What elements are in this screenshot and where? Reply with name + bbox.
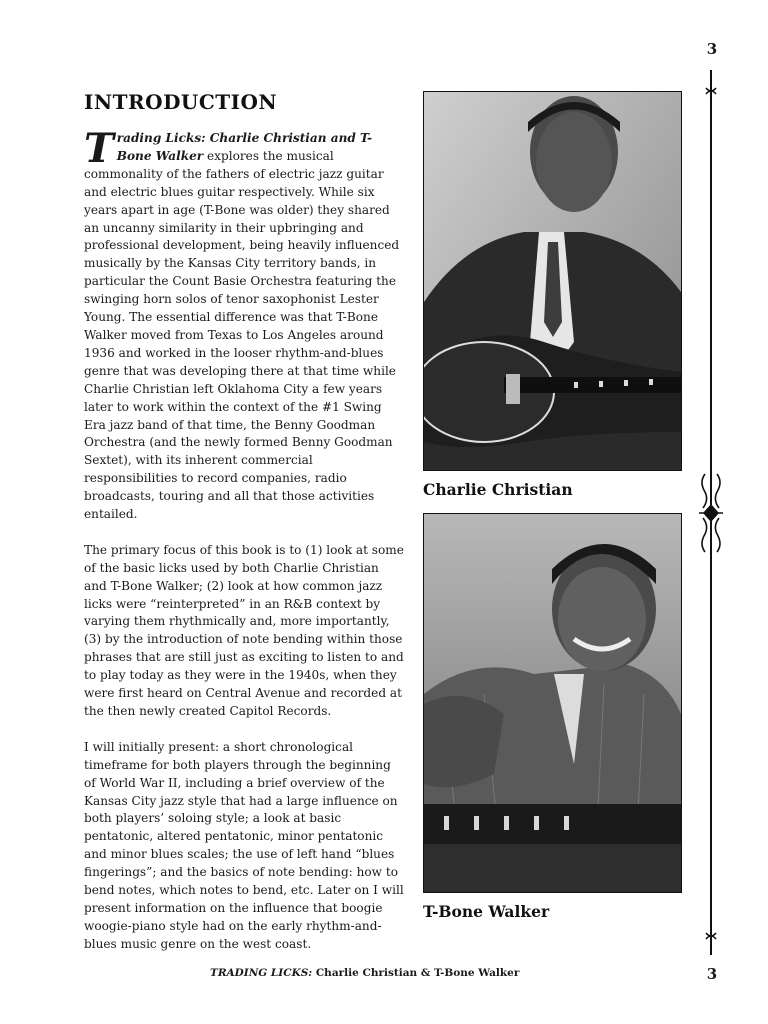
lead-in-title: rading Licks: Charlie Christian and T-Bone Walker <box>116 131 373 163</box>
intro-text <box>84 125 404 972</box>
paragraph-2: The primary focus of this book is to (1) look at some of the basic licks used by both Charlie Christian and T-Bone Walker; (2) look at how common jazz licks were “reinterpreted” in an R&B context by varying them rhythmically and, more importantly, (3) by the introduction of note bending within those phrases that are still just as exciting to listen to and to play today as they were in the 1940s, when they were first heard on Central Avenue and recorded at the then newly created Capitol Records. <box>84 542 404 718</box>
footer-title-book: TRADING LICKS: <box>210 967 313 979</box>
ornament-bottom-icon <box>703 925 719 947</box>
footer-title <box>210 967 570 979</box>
page-number-top: 3 <box>706 40 718 58</box>
page-title: INTRODUCTION <box>84 90 278 114</box>
photo-charlie-christian <box>423 91 682 471</box>
paragraph-1 <box>84 125 404 524</box>
paragraph-3: I will initially present: a short chronological timeframe for both players through the beginning of World War II, including a brief overview of the Kansas City jazz style that had a large influence on both players’ soloing style; a look at basic pentatonic, altered pentatonic, minor pentatonic and minor blues scales; the use of left hand “blues fingerings”; and the basics of note bending: how to bend notes, which notes to bend, etc. Later on I will present information on the influence that boogie woogie-piano style had on the early rhythm-and-blues music genre on the west coast. <box>84 739 404 951</box>
photo-t-bone-walker <box>423 513 682 893</box>
caption-t-bone-walker: T-Bone Walker <box>423 902 550 921</box>
caption-charlie-christian: Charlie Christian <box>423 480 573 499</box>
drop-cap: T <box>84 125 114 172</box>
ornament-middle-icon <box>697 470 725 556</box>
page-number-bottom: 3 <box>706 965 718 983</box>
ornament-top-icon <box>703 80 719 102</box>
footer-title-rest: Charlie Christian & T-Bone Walker <box>312 967 520 979</box>
paragraph-1-text: explores the musical commonality of the fathers of electric jazz guitar and electric blues guitar respectively. While six years apart in age (T-Bone was older) they shared an uncanny similarity in their upbringing and professional development, being heavily influenced musically by the Kansas City territory bands, in particular the Count Basie Orchestra featuring the swinging horn solos of tenor saxophonist Lester Young. The essential difference was that T-Bone Walker moved from Texas to Los Angeles around 1936 and worked in the looser rhythm-and-blues genre that was developing there at that time while Charlie Christian left Oklahoma City a few years later to work within the context of the #1 Swing Era jazz band of that time, the Benny Goodman Orchestra (and the newly formed Benny Goodman Sextet), with its inherent commercial responsibilities to record companies, radio broadcasts, touring and all that those activities entailed. <box>84 148 400 522</box>
